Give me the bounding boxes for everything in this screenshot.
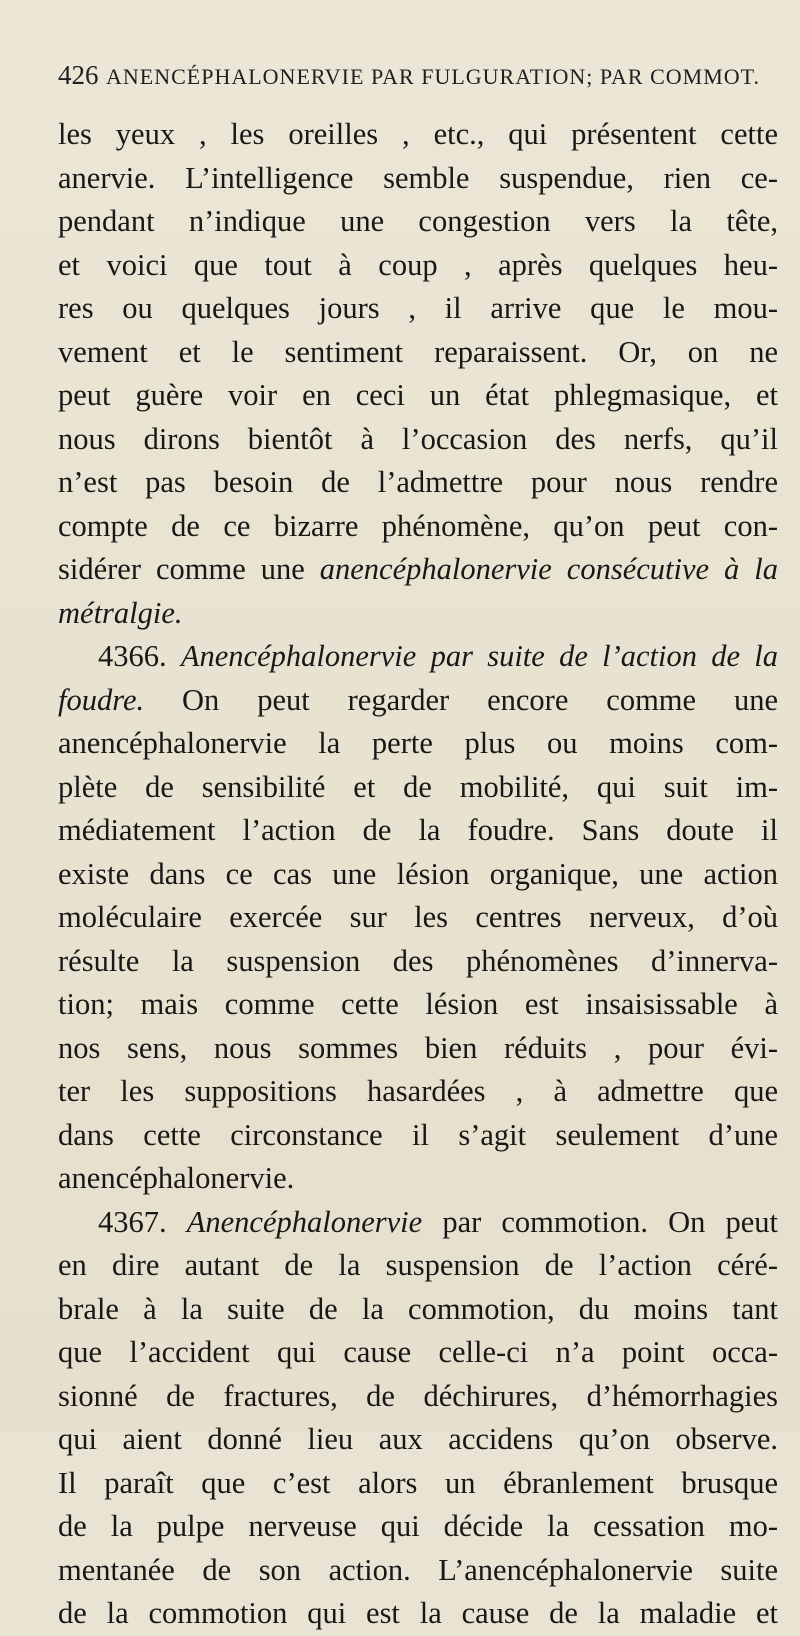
text-line bbox=[58, 1418, 778, 1462]
text-run: mentanée de son action. L’anencéphalonervie suite bbox=[58, 1552, 778, 1587]
running-header bbox=[58, 60, 778, 91]
running-title: ANENCÉPHALONERVIE PAR FULGURATION; PAR COMMOT. bbox=[106, 64, 760, 89]
text-line bbox=[58, 1027, 778, 1071]
text-line bbox=[58, 766, 778, 810]
text-line bbox=[58, 1201, 778, 1245]
text-line bbox=[58, 287, 778, 331]
text-run: res ou quelques jours , il arrive que le mou- bbox=[58, 291, 778, 325]
text-line bbox=[58, 592, 778, 636]
text-line bbox=[58, 1592, 778, 1636]
text-run: anervie. L’intelligence semble suspendue, rien ce- bbox=[58, 160, 778, 195]
italic-text: foudre. bbox=[58, 682, 145, 717]
text-run: 4366. bbox=[98, 639, 181, 673]
italic-text: Anencéphalonervie par suite de l’action de la bbox=[180, 639, 779, 673]
text-run: qui aient donné lieu aux accidens qu’on observe. bbox=[58, 1422, 778, 1456]
text-line bbox=[58, 1244, 778, 1288]
text-run: moléculaire exercée sur les centres nerveux, d’où bbox=[58, 900, 778, 934]
text-line bbox=[58, 331, 778, 375]
body-text bbox=[58, 113, 778, 1636]
text-run: pendant n’indique une congestion vers la tête, bbox=[58, 204, 778, 238]
text-line bbox=[58, 1114, 778, 1158]
text-line bbox=[58, 418, 778, 462]
text-line bbox=[58, 1462, 778, 1506]
text-run: dans cette circonstance il s’agit seulement d’une bbox=[58, 1117, 778, 1152]
page-number: 426 bbox=[58, 60, 99, 90]
text-run: tion; mais comme cette lésion est insaisissable à bbox=[58, 987, 778, 1021]
text-line bbox=[58, 853, 778, 897]
text-run: vement et le sentiment reparaissent. Or, on ne bbox=[58, 334, 778, 369]
text-run: et voici que tout à coup , après quelques heu- bbox=[58, 247, 778, 282]
text-run: de la pulpe nerveuse qui décide la cessation mo- bbox=[58, 1509, 778, 1543]
text-line bbox=[58, 113, 778, 157]
text-line bbox=[58, 461, 778, 505]
text-run: plète de sensibilité et de mobilité, qui suit im- bbox=[58, 769, 778, 804]
text-run: en dire autant de la suspension de l’action céré- bbox=[58, 1248, 778, 1282]
text-run: par commotion. On peut bbox=[422, 1204, 779, 1239]
text-line bbox=[58, 157, 778, 201]
text-line bbox=[58, 200, 778, 244]
text-run: nos sens, nous sommes bien réduits , pour évi- bbox=[58, 1030, 778, 1065]
text-run: ter les suppositions hasardées , à admettre que bbox=[58, 1074, 778, 1108]
text-run: sionné de fractures, de déchirures, d’hémorrhagies bbox=[58, 1378, 778, 1413]
italic-text: métralgie. bbox=[58, 595, 183, 630]
text-line bbox=[58, 722, 778, 766]
text-run: résulte la suspension des phénomènes d’innerva- bbox=[58, 943, 778, 978]
text-line bbox=[58, 244, 778, 288]
text-line bbox=[58, 896, 778, 940]
text-run: médiatement l’action de la foudre. Sans doute il bbox=[58, 813, 778, 847]
text-run: nous dirons bientôt à l’occasion des nerfs, qu’il bbox=[58, 421, 778, 456]
text-run: brale à la suite de la commotion, du moins tant bbox=[58, 1291, 778, 1326]
text-run: 4367. bbox=[98, 1204, 187, 1239]
text-run: n’est pas besoin de l’admettre pour nous rendre bbox=[58, 465, 778, 499]
italic-text: anencéphalonervie consécutive à la bbox=[319, 552, 778, 586]
text-line bbox=[58, 1070, 778, 1114]
text-line bbox=[58, 1288, 778, 1332]
text-line bbox=[58, 1549, 778, 1593]
text-run: Il paraît que c’est alors un ébranlement brusque bbox=[58, 1465, 778, 1500]
text-line bbox=[58, 1331, 778, 1375]
text-line bbox=[58, 1375, 778, 1419]
text-run: existe dans ce cas une lésion organique, une action bbox=[58, 856, 778, 891]
text-line bbox=[58, 505, 778, 549]
text-line bbox=[58, 1157, 778, 1201]
text-run: peut guère voir en ceci un état phlegmasique, et bbox=[58, 378, 778, 412]
text-run: anencéphalonervie la perte plus ou moins com- bbox=[58, 726, 778, 760]
text-line bbox=[58, 940, 778, 984]
text-run: On peut regarder encore comme une bbox=[144, 682, 778, 717]
text-line bbox=[58, 679, 778, 723]
text-line bbox=[58, 374, 778, 418]
text-run: que l’accident qui cause celle-ci n’a point occa- bbox=[58, 1335, 778, 1369]
text-run: les yeux , les oreilles , etc., qui présentent cette bbox=[58, 117, 778, 151]
text-run: de la commotion qui est la cause de la maladie et bbox=[58, 1596, 778, 1630]
text-run: anencéphalonervie. bbox=[58, 1161, 295, 1195]
text-line bbox=[58, 1505, 778, 1549]
text-run: sidérer comme une bbox=[58, 552, 320, 586]
text-line bbox=[58, 635, 778, 679]
text-line bbox=[58, 809, 778, 853]
text-line bbox=[58, 548, 778, 592]
text-line bbox=[58, 983, 778, 1027]
text-run: compte de ce bizarre phénomène, qu’on peut con- bbox=[58, 508, 778, 543]
italic-text: Anencéphalonervie bbox=[186, 1204, 423, 1239]
